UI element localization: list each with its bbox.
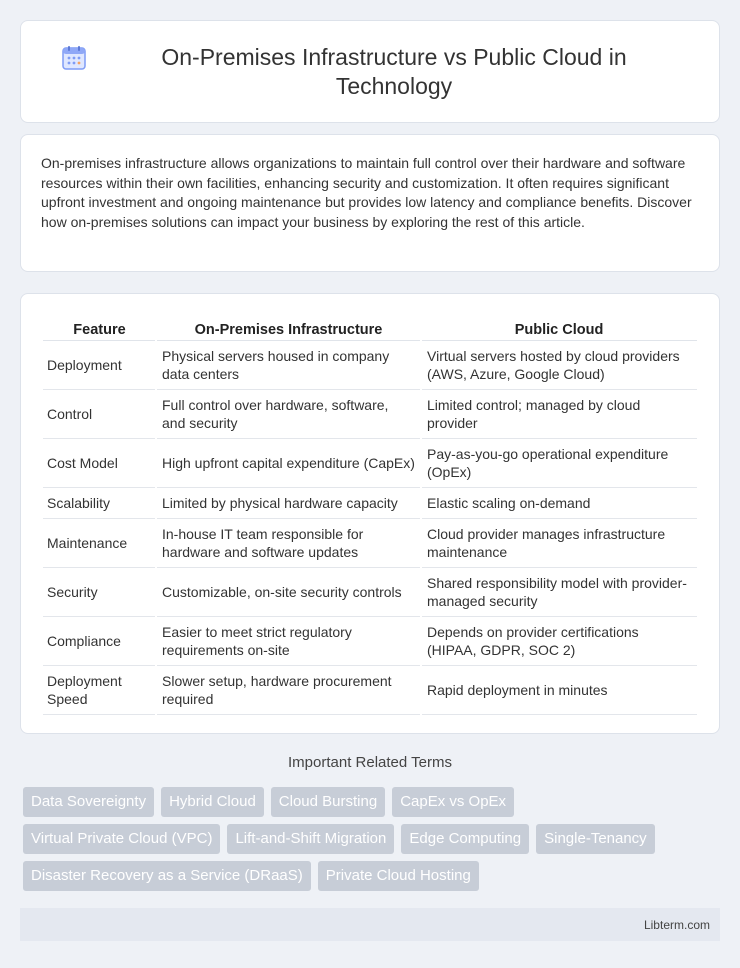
related-terms-heading: Important Related Terms (288, 754, 452, 771)
table-row (43, 665, 697, 714)
feature-cell: Security (43, 567, 156, 616)
on-premises-cell: Customizable, on-site security controls (156, 567, 421, 616)
intro-card (20, 134, 720, 272)
related-term-tag[interactable]: Private Cloud Hosting (318, 861, 479, 891)
page-title: On-Premises Infrastructure vs Public Cloud in Technology (161, 43, 627, 99)
feature-cell: Compliance (43, 616, 156, 665)
feature-cell: Deployment Speed (43, 665, 156, 714)
public-cloud-cell: Cloud provider manages infrastructure maintenance (421, 518, 697, 567)
public-cloud-cell: Elastic scaling on-demand (421, 487, 697, 518)
calendar-icon (61, 45, 87, 71)
table-row (43, 616, 697, 665)
table-row (43, 518, 697, 567)
column-header-public-cloud: Public Cloud (421, 314, 697, 340)
public-cloud-cell: Virtual servers hosted by cloud providers (AWS, Azure, Google Cloud) (421, 340, 697, 389)
column-header-feature: Feature (43, 314, 156, 340)
related-term-tag[interactable]: Single-Tenancy (536, 824, 655, 854)
comparison-table (43, 314, 697, 715)
public-cloud-cell: Rapid deployment in minutes (421, 665, 697, 714)
related-terms-list (23, 787, 713, 898)
table-header-row (43, 314, 697, 340)
public-cloud-cell: Shared responsibility model with provider-managed security (421, 567, 697, 616)
table-row (43, 438, 697, 487)
on-premises-cell: Full control over hardware, software, and security (156, 389, 421, 438)
on-premises-cell: In-house IT team responsible for hardware and software updates (156, 518, 421, 567)
public-cloud-cell: Limited control; managed by cloud provider (421, 389, 697, 438)
header (61, 43, 679, 101)
table-row (43, 487, 697, 518)
related-term-tag[interactable]: Data Sovereignty (23, 787, 154, 817)
on-premises-cell: Slower setup, hardware procurement required (156, 665, 421, 714)
feature-cell: Control (43, 389, 156, 438)
header-card (20, 20, 720, 123)
related-term-tag[interactable]: Edge Computing (401, 824, 529, 854)
feature-cell: Cost Model (43, 438, 156, 487)
related-term-tag[interactable]: Cloud Bursting (271, 787, 385, 817)
column-header-on-premises: On-Premises Infrastructure (156, 314, 421, 340)
table-row (43, 567, 697, 616)
footer-brand-link[interactable]: Libterm.com (643, 917, 710, 932)
related-term-tag[interactable]: Virtual Private Cloud (VPC) (23, 824, 220, 854)
table-row (43, 340, 697, 389)
intro-paragraph: On-premises infrastructure allows organizations to maintain full control over their hardware and software resources within their own facilities, enhancing security and customization. It often requires significant upfront investment and ongoing maintenance but provides low latency and compliance benefits. Discover how on-premises solutions can impact your business by exploring the rest of this article. (41, 155, 692, 230)
public-cloud-cell: Depends on provider certifications (HIPAA, GDPR, SOC 2) (421, 616, 697, 665)
footer (20, 908, 720, 941)
feature-cell: Scalability (43, 487, 156, 518)
related-term-tag[interactable]: Disaster Recovery as a Service (DRaaS) (23, 861, 311, 891)
on-premises-cell: Easier to meet strict regulatory requirements on-site (156, 616, 421, 665)
feature-cell: Deployment (43, 340, 156, 389)
on-premises-cell: Physical servers housed in company data centers (156, 340, 421, 389)
feature-cell: Maintenance (43, 518, 156, 567)
comparison-table-card (20, 293, 720, 734)
on-premises-cell: Limited by physical hardware capacity (156, 487, 421, 518)
public-cloud-cell: Pay-as-you-go operational expenditure (OpEx) (421, 438, 697, 487)
related-term-tag[interactable]: CapEx vs OpEx (392, 787, 514, 817)
related-term-tag[interactable]: Hybrid Cloud (161, 787, 264, 817)
on-premises-cell: High upfront capital expenditure (CapEx) (156, 438, 421, 487)
table-row (43, 389, 697, 438)
related-term-tag[interactable]: Lift-and-Shift Migration (227, 824, 394, 854)
